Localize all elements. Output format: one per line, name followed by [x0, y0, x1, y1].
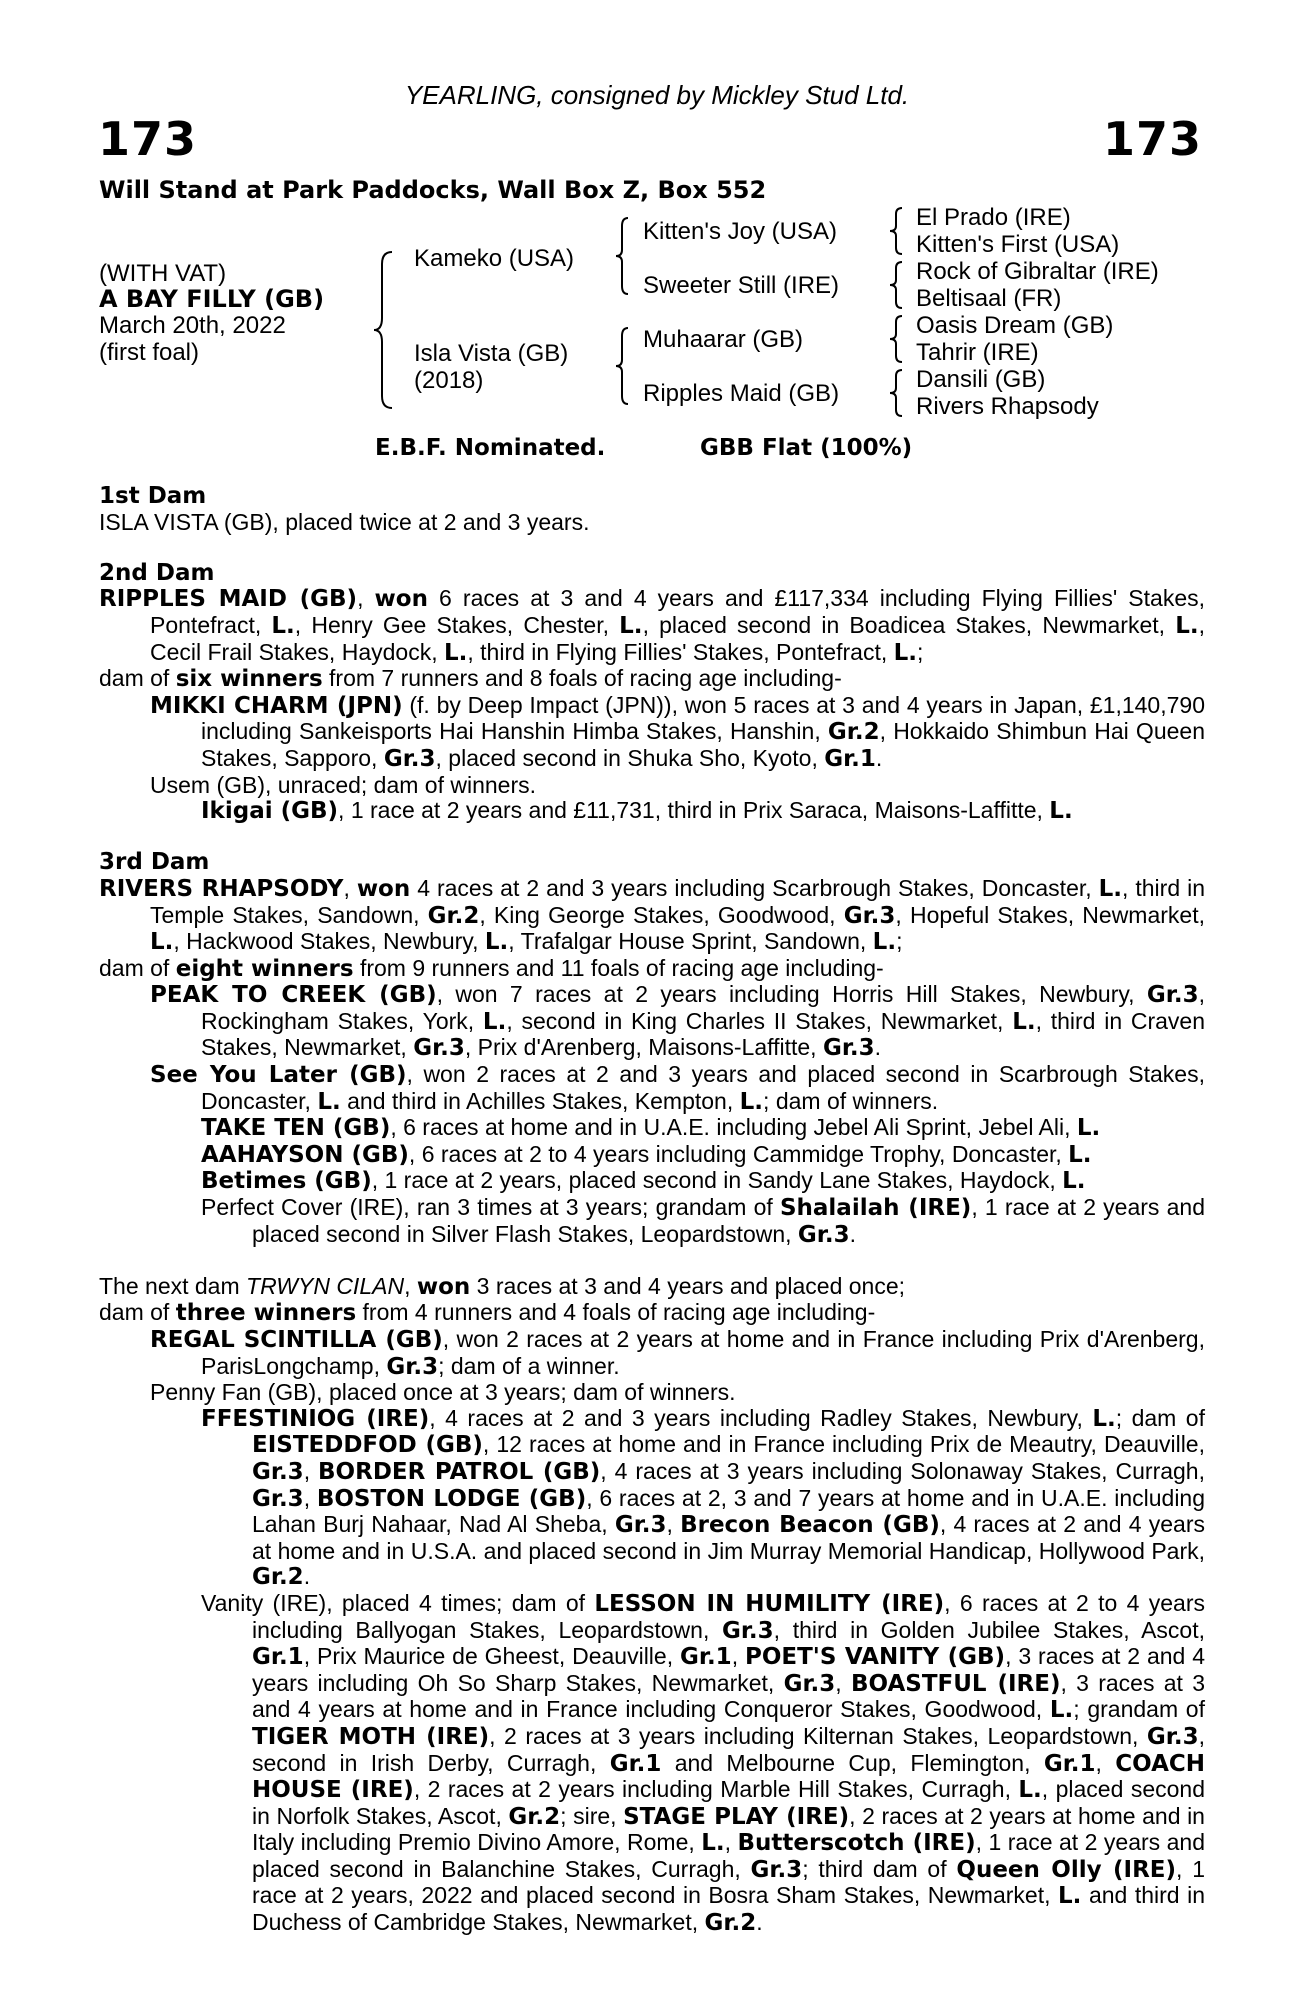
second-dam-title: 2nd Dam [99, 559, 215, 586]
pedigree-sire-dam: Sweeter Still (IRE) [643, 272, 840, 299]
produce-regal-scintilla: REGAL SCINTILLA (GB), won 2 races at 2 years at home and in France including Prix d'Arenberg, ParisLongchamp, Gr.3; dam of a winner. [150, 1326, 1205, 1380]
pedigree-notes [99, 484, 1205, 1937]
third-dam-title: 3rd Dam [99, 849, 210, 876]
vat-note: (WITH VAT) [99, 260, 227, 287]
pedigree-g5: Oasis Dream (GB) [916, 312, 1114, 339]
produce-penny-fan: Penny Fan (GB), placed once at 3 years; dam of winners. [150, 1379, 736, 1406]
horse-dob: March 20th, 2022 [99, 312, 286, 339]
second-dam-produce: dam of six winners from 7 runners and 8 foals of racing age including- [99, 665, 842, 693]
brace-icon [888, 314, 904, 364]
pedigree-g3: Rock of Gibraltar (IRE) [916, 258, 1159, 285]
brace-icon [888, 368, 904, 418]
produce-vanity: Vanity (IRE), placed 4 times; dam of LESSON IN HUMILITY (IRE), 6 races at 2 to 4 years including Ballyogan Stakes, Leopardstown, Gr.3, third in Golden Jubilee Stakes, Ascot, Gr.1, Prix Maurice de Gheest, Deauville, Gr.1, POET'S VANITY (GB), 3 races at 2 and 4 years including Oh So Sharp Stakes, Newmarket, Gr.3, BOASTFUL (IRE), 3 races at 3 and 4 years at home and in France including Conqueror Stakes, Goodwood, L.; grandam of TIGER MOTH (IRE), 2 races at 3 years including Kilternan Stakes, Leopardstown, Gr.3, second in Irish Derby, Curragh, Gr.1 and Melbourne Cup, Flemington, Gr.1, COACH HOUSE (IRE), 2 races at 2 years including Marble Hill Stakes, Curragh, L., placed second in Norfolk Stakes, Ascot, Gr.2; sire, STAGE PLAY (IRE), 2 races at 2 years at home and in Italy including Premio Divino Amore, Rome, L., Butterscotch (IRE), 1 race at 2 years and placed second in Balanchine Stakes, Curragh, Gr.3; third dam of Queen Olly (IRE), 1 race at 2 years, 2022 and placed second in Bosra Sham Stakes, Newmarket, L. and third in Duchess of Cambridge Stakes, Newmarket, Gr.2. [201, 1589, 1206, 1937]
brace-icon [888, 206, 904, 256]
won-label: won [374, 586, 428, 613]
produce-mikki-charm: MIKKI CHARM (JPN) (f. by Deep Impact (JPN)), won 5 races at 3 and 4 years in Japan, £1,140,790 including Sankeisports Hai Hanshin Himba Stakes, Hanshin, Gr.2, Hokkaido Shimbun Hai Queen Stakes, Sapporo, Gr.3, placed second in Shuka Sho, Kyoto, Gr.1. [150, 691, 1205, 772]
pedigree-dam-sire: Muhaarar (GB) [643, 326, 804, 353]
gbb-badge: GBB Flat (100%) [700, 435, 913, 461]
next-dam-produce: dam of three winners from 4 runners and 4 foals of racing age including- [99, 1299, 876, 1327]
produce-see-you-later: See You Later (GB), won 2 races at 2 and 3 years and placed second in Scarbrough Stakes, Doncaster, L. and third in Achilles Stakes, Kempton, L.; dam of winners. [150, 1061, 1205, 1115]
pedigree-dam-year: (2018) [414, 367, 484, 394]
ebf-badge: E.B.F. Nominated. [375, 435, 606, 461]
pedigree-g2: Kitten's First (USA) [916, 231, 1120, 258]
next-dam-entry: The next dam TRWYN CILAN, won 3 races at 3 and 4 years and placed once; [99, 1272, 906, 1300]
horse-name: A BAY FILLY (GB) [99, 285, 325, 313]
pedigree-g6: Tahrir (IRE) [916, 339, 1039, 366]
stand-location: Will Stand at Park Paddocks, Wall Box Z, Box 552 [99, 176, 767, 204]
brace-icon [372, 250, 394, 410]
pedigree-g8: Rivers Rhapsody [916, 393, 1099, 420]
pedigree-g1: El Prado (IRE) [916, 204, 1071, 231]
produce-take-ten: TAKE TEN (GB), 6 races at home and in U.A.E. including Jebel Ali Sprint, Jebel Ali, L. [201, 1114, 1101, 1142]
produce-perfect-cover: Perfect Cover (IRE), ran 3 times at 3 years; grandam of Shalailah (IRE), 1 race at 2 years and placed second in Silver Flash Stakes, Leopardstown, Gr.3. [201, 1194, 1205, 1248]
pedigree-g7: Dansili (GB) [916, 366, 1046, 393]
lot-number-left: 173 [98, 112, 198, 166]
produce-peak-to-creek: PEAK TO CREEK (GB), won 7 races at 2 years including Horris Hill Stakes, Newbury, Gr.3, Rockingham Stakes, York, L., second in King Charles II Stakes, Newmarket, L., third in Craven Stakes, Newmarket, Gr.3, Prix d'Arenberg, Maisons-Laffitte, Gr.3. [150, 981, 1205, 1062]
produce-betimes: Betimes (GB), 1 race at 2 years, placed second in Sandy Lane Stakes, Haydock, L. [201, 1167, 1086, 1195]
first-dam-title: 1st Dam [99, 483, 207, 509]
pedigree-sire-sire: Kitten's Joy (USA) [643, 218, 837, 245]
consignment-line: YEARLING, consigned by Mickley Stud Ltd. [404, 80, 910, 110]
produce-ikigai: Ikigai (GB), 1 race at 2 years and £11,731, third in Prix Saraca, Maisons-Laffitte, L. [201, 797, 1073, 825]
pedigree-dam: Isla Vista (GB) [414, 340, 569, 367]
second-dam-entry: RIPPLES MAID (GB), won 6 races at 3 and 4 years and £117,334 including Flying Fillies' Stakes, Pontefract, L., Henry Gee Stakes, Chester, L., placed second in Boadicea Stakes, Newmarket, L., Cecil Frail Stakes, Haydock, L., third in Flying Fillies' Stakes, Pontefract, L.; [99, 585, 1205, 666]
produce-aahayson: AAHAYSON (GB), 6 races at 2 to 4 years including Cammidge Trophy, Doncaster, L. [201, 1140, 1092, 1168]
horse-note: (first foal) [99, 339, 200, 366]
pedigree-dam-dam: Ripples Maid (GB) [643, 380, 840, 407]
pedigree-sire: Kameko (USA) [414, 245, 575, 272]
brace-icon [888, 260, 904, 310]
dam-name: RIPPLES MAID (GB) [99, 586, 358, 613]
produce-usem: Usem (GB), unraced; dam of winners. [150, 771, 537, 798]
brace-icon [614, 326, 630, 406]
lot-number-right: 173 [1102, 112, 1202, 166]
brace-icon [614, 216, 630, 296]
produce-ffestiniog: FFESTINIOG (IRE), 4 races at 2 and 3 years including Radley Stakes, Newbury, L.; dam of EISTEDDFOD (GB), 12 races at home and in France including Prix de Meautry, Deauville, Gr.3, BORDER PATROL (GB), 4 races at 3 years including Solonaway Stakes, Curragh, Gr.3, BOSTON LODGE (GB), 6 races at 2, 3 and 7 years at home and in U.A.E. including Lahan Burj Nahaar, Nad Al Sheba, Gr.3, Brecon Beacon (GB), 4 races at 2 and 4 years at home and in U.S.A. and placed second in Jim Murray Memorial Handicap, Hollywood Park, Gr.2. [201, 1404, 1206, 1591]
first-dam-text: ISLA VISTA (GB), placed twice at 2 and 3 years. [99, 508, 590, 535]
third-dam-entry: RIVERS RHAPSODY, won 4 races at 2 and 3 years including Scarbrough Stakes, Doncaster, L., third in Temple Stakes, Sandown, Gr.2, King George Stakes, Goodwood, Gr.3, Hopeful Stakes, Newmarket, L., Hackwood Stakes, Newbury, L., Trafalgar House Sprint, Sandown, L.; [99, 874, 1205, 956]
third-dam-produce: dam of eight winners from 9 runners and 11 foals of racing age including- [99, 954, 884, 982]
pedigree-g4: Beltisaal (FR) [916, 285, 1062, 312]
